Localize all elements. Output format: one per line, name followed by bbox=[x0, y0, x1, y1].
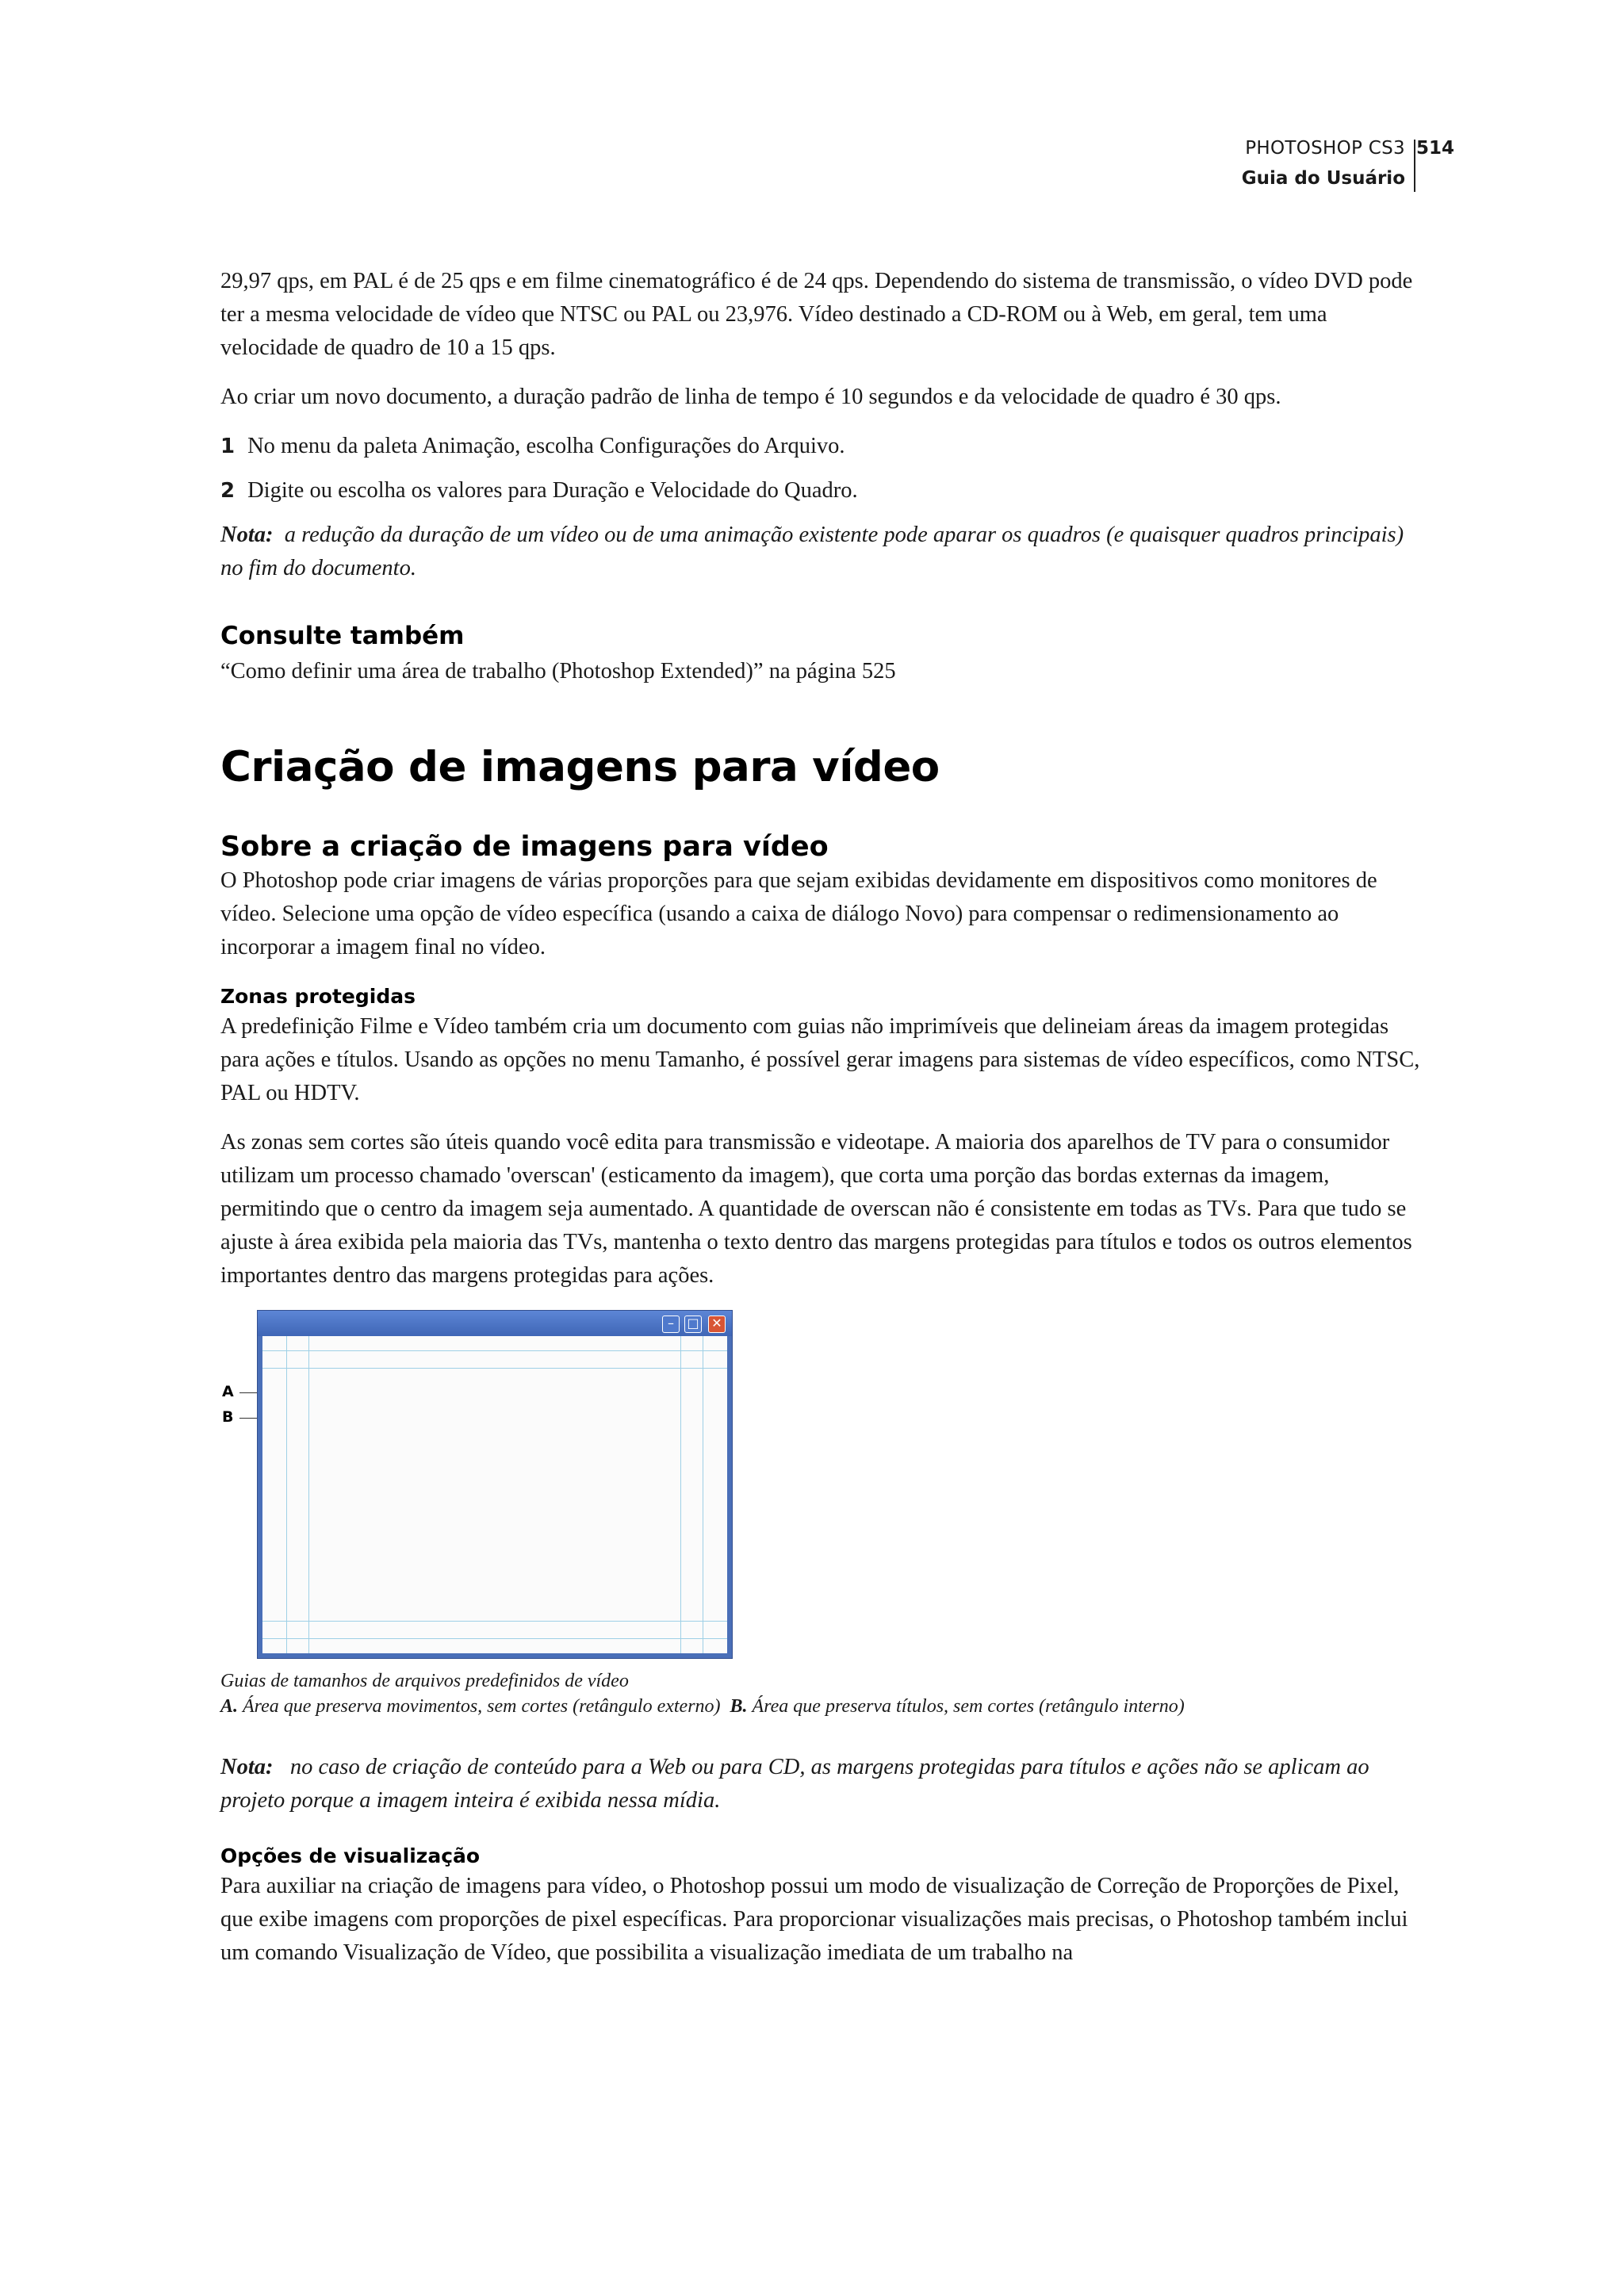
close-icon: ✕ bbox=[708, 1316, 726, 1333]
step-number: 2 bbox=[220, 479, 236, 503]
see-also-link[interactable]: “Como definir uma área de trabalho (Photoshop Extended)” na página 525 bbox=[220, 659, 896, 684]
step-text: Digite ou escolha os valores para Duração e Velocidade do Quadro. bbox=[247, 478, 858, 503]
figure-caption-legend bbox=[220, 1694, 1426, 1719]
intro-paragraph-1: 29,97 qps, em PAL é de 25 qps e em filme cinematográfico é de 24 qps. Dependendo do sistema de transmissão, o vídeo DVD pode ter a mesma velocidade de vídeo que NTSC ou PAL ou 23,976. Vídeo destinado a CD-ROM ou à Web, em geral, tem uma velocidade de quadro de 10 a 15 qps. bbox=[220, 269, 1413, 360]
caption-b-text: Área que preserva títulos, sem cortes (retângulo interno) bbox=[752, 1696, 1185, 1717]
caption-a-text: Área que preserva movimentos, sem cortes (retângulo externo) bbox=[243, 1696, 721, 1717]
note-2 bbox=[220, 1751, 1426, 1817]
note-text: a redução da duração de um vídeo ou de uma animação existente pode aparar os quadros (e quaisquer quadros principais) no fim do documento. bbox=[220, 523, 1404, 580]
safe-zones-paragraph-2: As zonas sem cortes são úteis quando você edita para transmissão e videotape. A maioria dos aparelhos de TV para o consumidor utilizam um processo chamado 'overscan' (esticamento da imagem), que corta uma porção das bordas externas da imagem, permitindo que o centro da imagem seja aumentado. A quantidade de overscan não é consistente em todas as TVs. Para que tudo se ajuste à área exibida pela maioria das TVs, mantenha o texto dentro das margens protegidas para títulos e todos os outros elementos importantes dentro das margens protegidas para ações. bbox=[220, 1130, 1412, 1288]
chapter-title: Criação de imagens para vídeo bbox=[220, 743, 940, 791]
title-safe-guide-left bbox=[308, 1336, 309, 1653]
section-title: Sobre a criação de imagens para vídeo bbox=[220, 831, 829, 863]
callout-b: B bbox=[222, 1408, 234, 1426]
title-safe-guide-bottom bbox=[262, 1621, 727, 1622]
header-guide-title: Guia do Usuário bbox=[1241, 168, 1405, 189]
note-text: no caso de criação de conteúdo para a Web ou para CD, as margens protegidas para títulos e ações não se aplicam ao projeto porque a imagem inteira é exibida nessa mídia. bbox=[220, 1755, 1369, 1813]
window-canvas bbox=[262, 1336, 727, 1653]
window-title-bar bbox=[258, 1311, 732, 1336]
view-options-heading: Opções de visualização bbox=[220, 1844, 481, 1867]
section-paragraph: O Photoshop pode criar imagens de várias proporções para que sejam exibidas devidamente em dispositivos como monitores de vídeo. Selecione uma opção de vídeo específica (usando a caixa de diálogo Novo) para compensar o redimensionamento ao incorporar a imagem final no vídeo. bbox=[220, 868, 1377, 959]
view-options-paragraph: Para auxiliar na criação de imagens para vídeo, o Photoshop possui um modo de visualização de Correção de Proporções de Pixel, que exibe imagens com proporções de pixel específicas. Para proporcionar visualizações mais precisas, o Photoshop também inclui um comando Visualização de Vídeo, que possibilita a visualização imediata de um trabalho na bbox=[220, 1874, 1408, 1965]
step-2 bbox=[220, 474, 1426, 507]
intro-paragraph-2: Ao criar um novo documento, a duração padrão de linha de tempo é 10 segundos e da velocidade de quadro é 30 qps. bbox=[220, 385, 1281, 409]
running-header bbox=[1220, 138, 1537, 193]
action-safe-guide-left bbox=[286, 1336, 287, 1653]
title-safe-guide-top bbox=[262, 1368, 727, 1369]
title-safe-guide-right bbox=[680, 1336, 681, 1653]
step-text: No menu da paleta Animação, escolha Configurações do Arquivo. bbox=[247, 434, 845, 458]
safe-zones-heading: Zonas protegidas bbox=[220, 985, 416, 1008]
header-divider bbox=[1414, 140, 1415, 192]
action-safe-guide-top bbox=[262, 1350, 727, 1351]
header-product: PHOTOSHOP CS3 bbox=[1245, 138, 1405, 159]
caption-b-label: B. bbox=[730, 1696, 748, 1717]
action-safe-guide-bottom bbox=[262, 1638, 727, 1639]
note-1 bbox=[220, 519, 1426, 585]
see-also-heading: Consulte também bbox=[220, 622, 465, 650]
main-content bbox=[220, 265, 1426, 1986]
step-number: 1 bbox=[220, 435, 236, 458]
safe-zone-figure bbox=[220, 1310, 776, 1659]
safe-zones-paragraph-1: A predefinição Filme e Vídeo também cria um documento com guias não imprimíveis que delineiam áreas da imagem protegidas para ações e títulos. Usando as opções no menu Tamanho, é possível gerar imagens para sistemas de vídeo específicos, como NTSC, PAL ou HDTV. bbox=[220, 1014, 1420, 1105]
maximize-icon: □ bbox=[684, 1316, 702, 1333]
note-label: Nota: bbox=[220, 523, 274, 547]
caption-a-label: A. bbox=[220, 1696, 239, 1717]
note-label: Nota: bbox=[220, 1755, 274, 1779]
minimize-icon: – bbox=[662, 1316, 680, 1333]
figure-caption-title: Guias de tamanhos de arquivos predefinidos de vídeo bbox=[220, 1671, 629, 1691]
callout-a: A bbox=[222, 1383, 234, 1400]
document-window bbox=[257, 1310, 733, 1659]
header-page-number: 514 bbox=[1415, 138, 1454, 159]
step-1 bbox=[220, 430, 1426, 463]
